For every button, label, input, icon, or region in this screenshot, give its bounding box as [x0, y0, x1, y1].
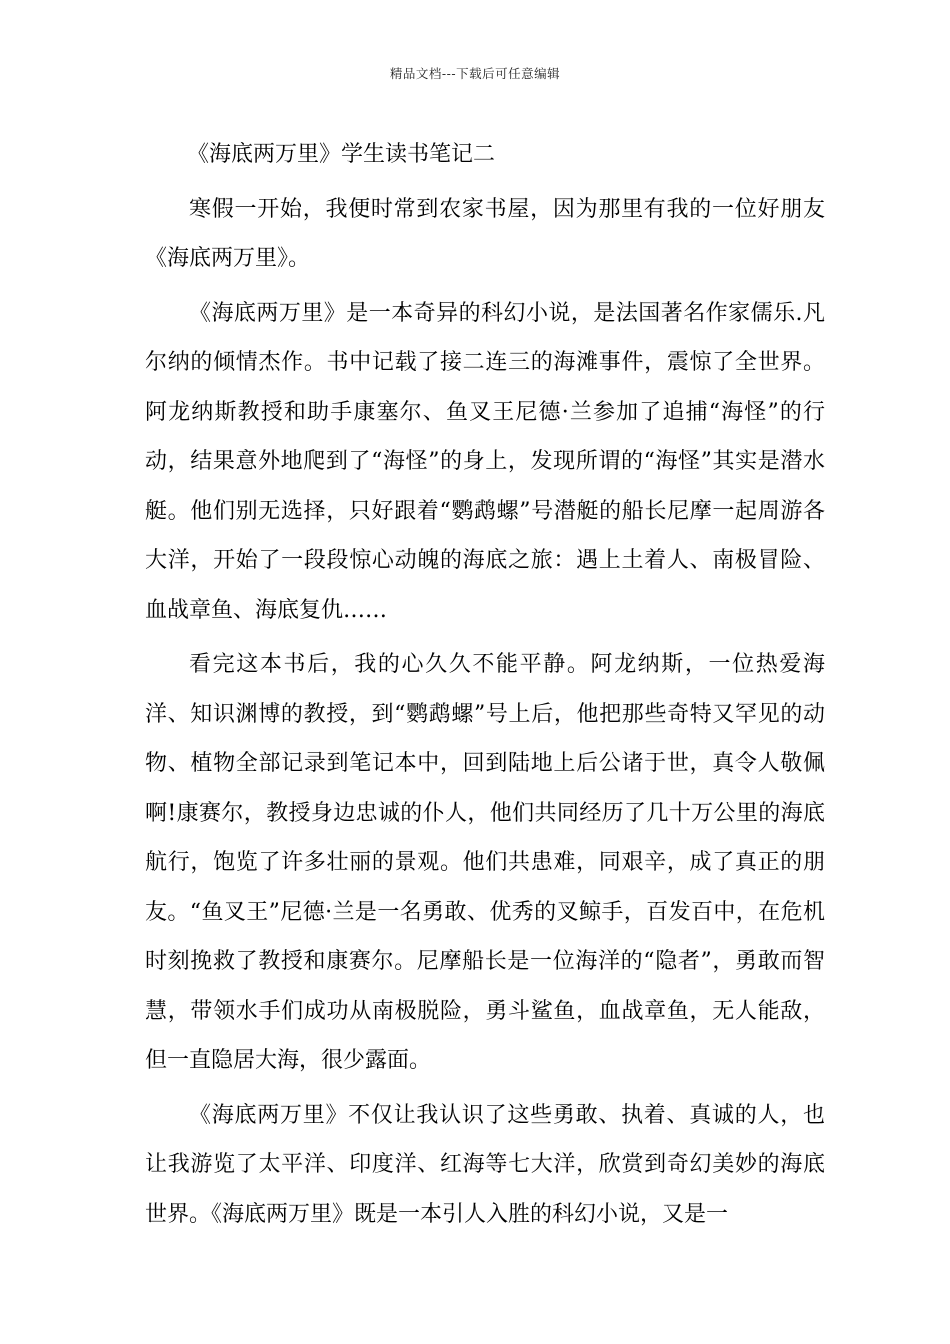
document-title: 《海底两万里》学生读书笔记二: [187, 142, 496, 167]
paragraph-1: 寒假一开始，我便时常到农家书屋，因为那里有我的一位好朋友《海底两万里》。: [145, 196, 825, 271]
paragraph-2: 《海底两万里》是一本奇异的科幻小说，是法国著名作家儒乐.凡尔纳的倾情杰作。书中记载了接二连三的海滩事件，震惊了全世界。阿龙纳斯教授和助手康塞尔、鱼叉王尼德·兰参加了追捕“海怪”的行动，结果意外地爬到了“海怪”的身上，发现所谓的“海怪”其实是潜水艇。他们别无选择，只好跟着“鹦鹉螺”号潜艇的船长尼摩一起周游各大洋，开始了一段段惊心动魄的海底之旅：遇上土着人、南极冒险、血战章鱼、海底复仇……: [145, 300, 825, 623]
document-body: [145, 130, 825, 1244]
paragraph-3: 看完这本书后，我的心久久不能平静。阿龙纳斯，一位热爱海洋、知识渊博的教授，到“鹦鹉螺”号上后，他把那些奇特又罕见的动物、植物全部记录到笔记本中，回到陆地上后公诸于世，真令人敬佩啊!康赛尔，教授身边忠诚的仆人，他们共同经历了几十万公里的海底航行，饱览了许多壮丽的景观。他们共患难，同艰辛，成了真正的朋友。“鱼叉王”尼德·兰是一名勇敢、优秀的叉鲸手，百发百中，在危机时刻挽救了教授和康赛尔。尼摩船长是一位海洋的“隐者”，勇敢而智慧，带领水手们成功从南极脱险，勇斗鲨鱼，血战章鱼，无人能敌，但一直隐居大海，很少露面。: [145, 652, 825, 1073]
page-header: 精品文档---下载后可任意编辑: [389, 66, 561, 81]
paragraph-4: 《海底两万里》不仅让我认识了这些勇敢、执着、真诚的人，也让我游览了太平洋、印度洋、红海等七大洋，欣赏到奇幻美妙的海底世界。《海底两万里》既是一本引人入胜的科幻小说，又是一: [145, 1102, 825, 1227]
